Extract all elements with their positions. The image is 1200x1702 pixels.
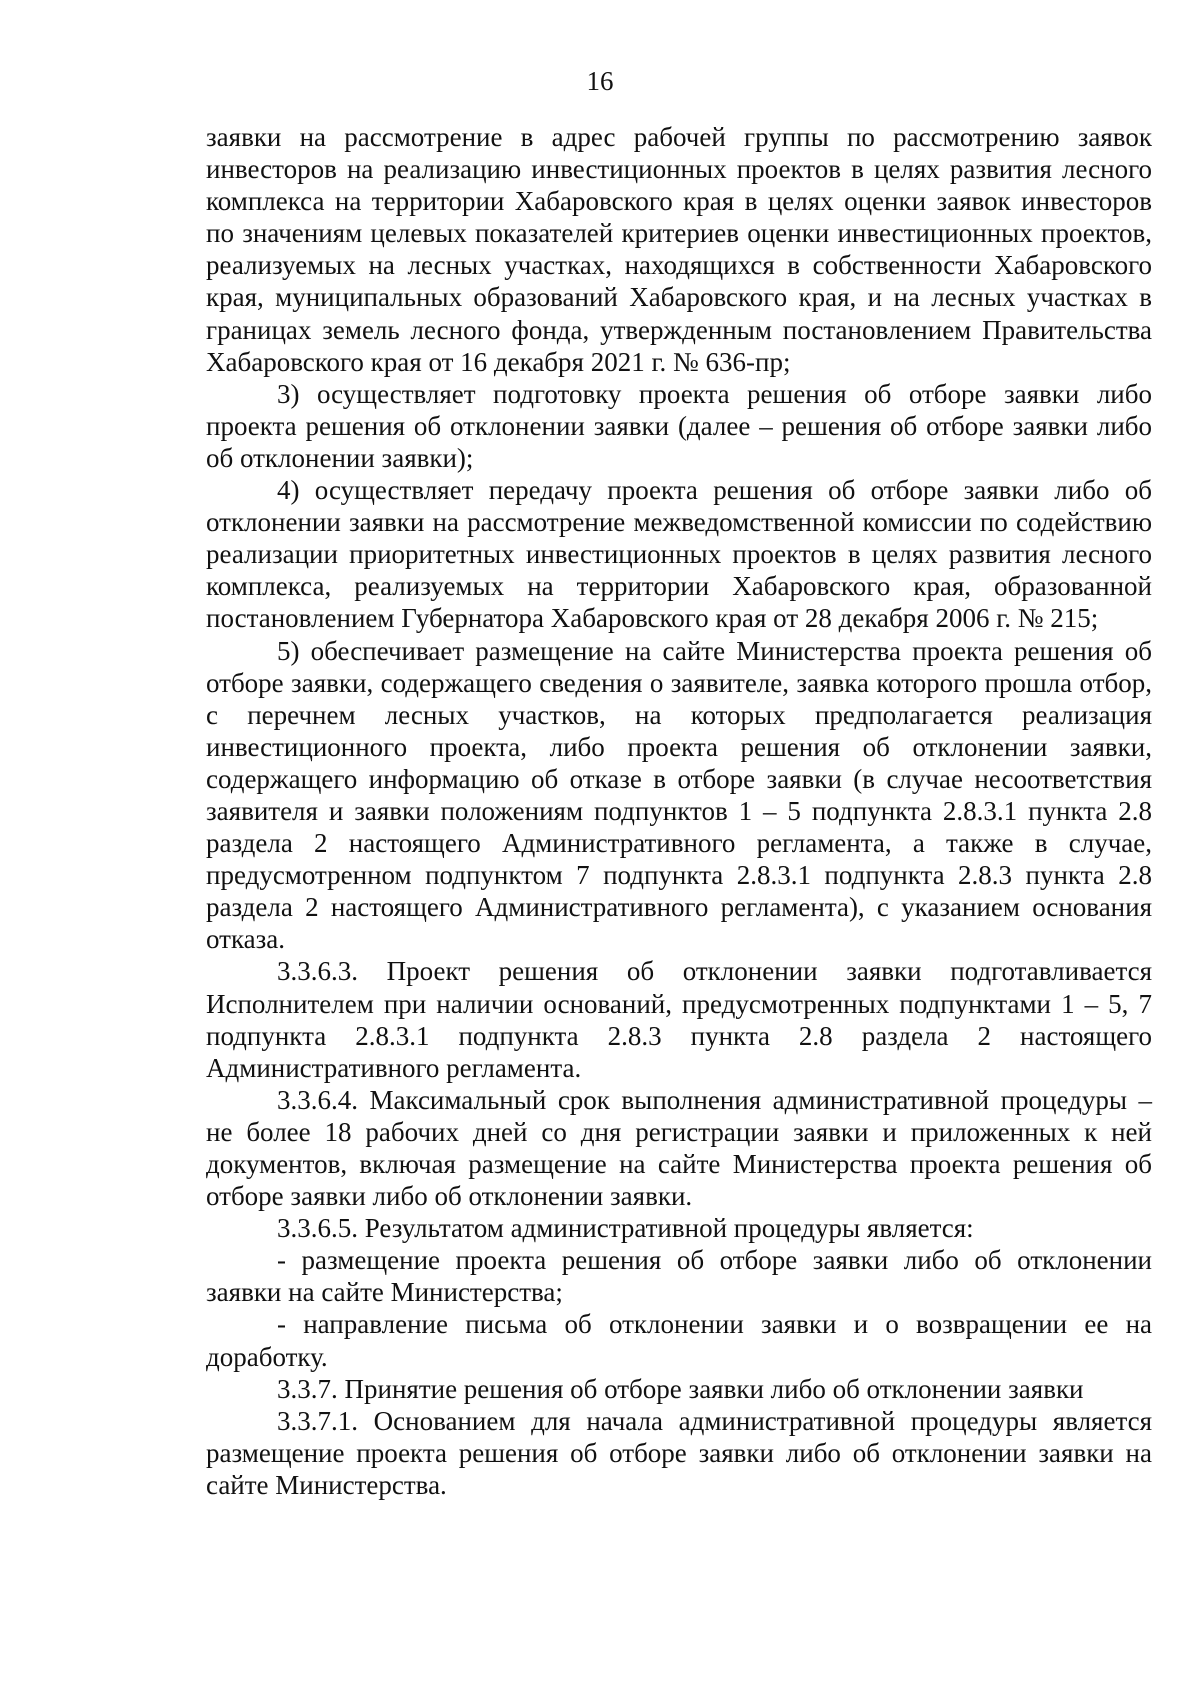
paragraph-3-3-6-3: 3.3.6.3. Проект решения об отклонении заявки подготавливается Исполнителем при наличии оснований, предусмотренных подпунктами 1 – 5, 7 подпункта 2.8.3.1 подпункта 2.8.3 пункта 2.8 раздела 2 настоящего Административного регламента. <box>206 956 1152 1083</box>
paragraph-result-bullet-2: - направление письма об отклонении заявки и о возвращении ее на доработку. <box>206 1309 1152 1372</box>
paragraph-item-5: 5) обеспечивает размещение на сайте Министерства проекта решения об отборе заявки, содержащего сведения о заявителе, заявка которого прошла отбор, с перечнем лесных участков, на которых предполагается реализация инвестиционного проекта, либо проекта решения об отклонении заявки, содержащего информацию об отказе в отборе заявки (в случае несоответствия заявителя и заявки положениям подпунктов 1 – 5 подпункта 2.8.3.1 пункта 2.8 раздела 2 настоящего Административного регламента, а также в случае, предусмотренном подпунктом 7 подпункта 2.8.3.1 подпункта 2.8.3 пункта 2.8 раздела 2 настоящего Административного регламента), с указанием основания отказа. <box>206 635 1152 955</box>
paragraph-item-3: 3) осуществляет подготовку проекта решения об отборе заявки либо проекта решения об отклонении заявки (далее – решения об отборе заявки либо об отклонении заявки); <box>206 378 1152 473</box>
document-body <box>206 121 1152 1501</box>
paragraph-3-3-7-heading: 3.3.7. Принятие решения об отборе заявки либо об отклонении заявки <box>277 1373 1084 1404</box>
paragraph-3-3-6-5: 3.3.6.5. Результатом административной процедуры является: <box>277 1213 974 1244</box>
page-number: 16 <box>586 66 614 96</box>
paragraph-3-3-7-1: 3.3.7.1. Основанием для начала административной процедуры является размещение проекта решения об отборе заявки либо об отклонении заявки на сайте Министерства. <box>206 1405 1152 1500</box>
paragraph-continuation: заявки на рассмотрение в адрес рабочей группы по рассмотрению заявок инвесторов на реализацию инвестиционных проектов в целях развития лесного комплекса на территории Хабаровского края в целях оценки заявок инвесторов по значениям целевых показателей критериев оценки инвестиционных проектов, реализуемых на лесных участках, находящихся в собственности Хабаровского края, муниципальных образований Хабаровского края, и на лесных участках в границах земель лесного фонда, утвержденным постановлением Правительства Хабаровского края от 16 декабря 2021 г. № 636-пр; <box>206 122 1152 377</box>
paragraph-3-3-6-4: 3.3.6.4. Максимальный срок выполнения административной процедуры – не более 18 рабочих дней со дня регистрации заявки и приложенных к ней документов, включая размещение на сайте Министерства проекта решения об отборе заявки либо об отклонении заявки. <box>206 1084 1152 1212</box>
paragraph-result-bullet-1: - размещение проекта решения об отборе заявки либо об отклонении заявки на сайте Министерства; <box>206 1245 1152 1308</box>
paragraph-item-4: 4) осуществляет передачу проекта решения об отборе заявки либо об отклонении заявки на рассмотрение межведомственной комиссии по содействию реализации приоритетных инвестиционных проектов в целях развития лесного комплекса, реализуемых на территории Хабаровского края, образованной постановлением Губернатора Хабаровского края от 28 декабря 2006 г. № 215; <box>206 475 1152 634</box>
